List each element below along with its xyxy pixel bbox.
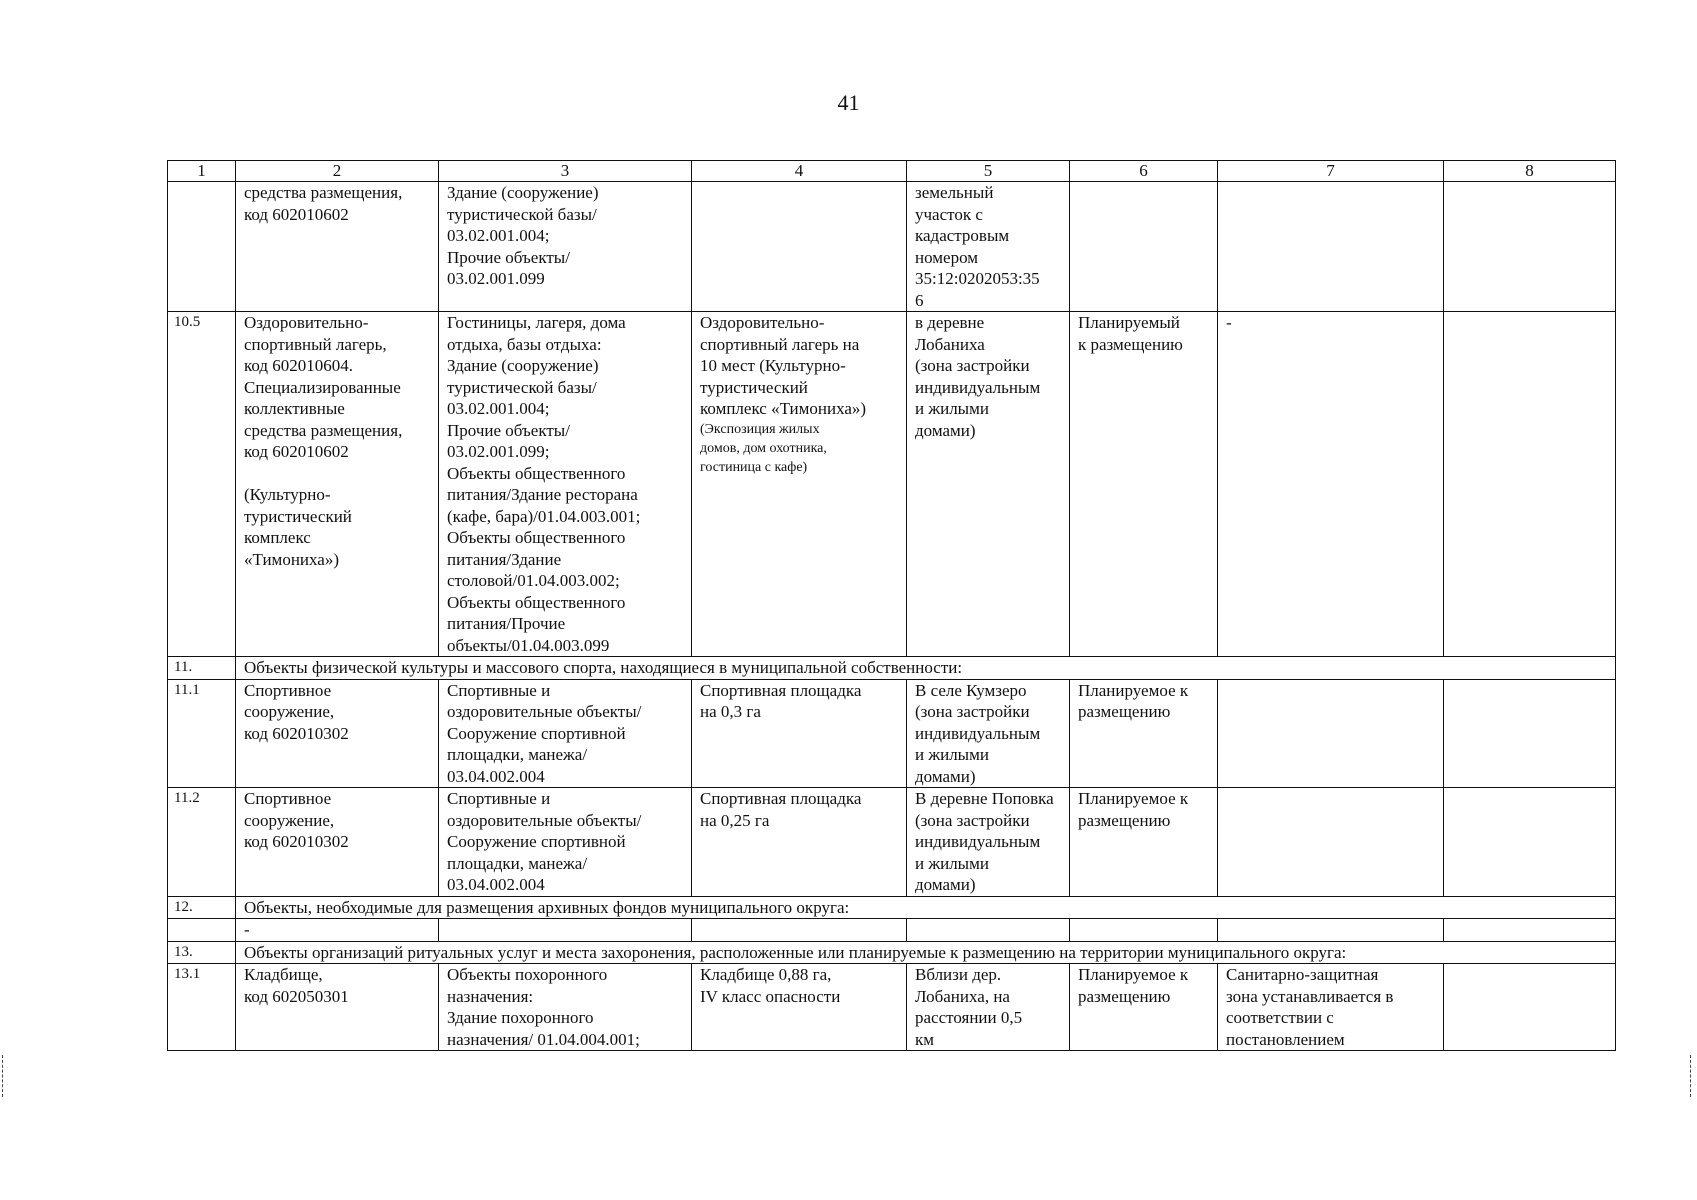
page-number: 41 [837,90,860,115]
section-row-13 [168,941,1616,964]
status-cell [1070,182,1218,312]
row-number-cell [168,182,236,312]
section-row-12 [168,896,1616,919]
section-title-cell: Объекты организаций ритуальных услуг и места захоронения, расположенные или планируемые к размещению на территории муниципального округа: [236,941,1616,964]
notes-cell [1444,919,1616,942]
section-number-cell: 11. [168,657,236,680]
object-class-cell: Объекты похоронного назначения: Здание похоронного назначения/ 01.04.004.001; [439,964,692,1051]
object-type-cell: средства размещения, код 602010602 [236,182,439,312]
object-class-cell: Гостиницы, лагеря, дома отдыха, базы отдыха: Здание (сооружение) туристической базы/ 03.02.001.004; Прочие объекты/ 03.02.001.099; Объекты общественного питания/Здание ресторана (кафе, бара)/01.04.003.001; Объекты общественного питания/Здание столовой/01.04.003.002; Объекты общественного питания/Прочие объекты/01.04.003.099 [439,312,692,657]
object-class-cell: Спортивные и оздоровительные объекты/ Сооружение спортивной площадки, манежа/ 03.04.002.004 [439,679,692,788]
object-class-cell: Здание (сооружение) туристической базы/ 03.02.001.004; Прочие объекты/ 03.02.001.099 [439,182,692,312]
zone-cell [1218,788,1444,897]
object-description-cell: Кладбище 0,88 га, IV класс опасности [692,964,907,1051]
notes-cell [1444,964,1616,1051]
section-title-cell: Объекты физической культуры и массового спорта, находящиеся в муниципальной собственности: [236,657,1616,680]
row-number-cell: 11.2 [168,788,236,897]
object-type-cell: Оздоровительно- спортивный лагерь, код 602010604. Специализированные коллективные средства размещения, код 602010602 (Культурно- туристический комплекс «Тимониха») [236,312,439,657]
location-cell: земельный участок с кадастровым номером 35:12:0202053:35 6 [907,182,1070,312]
location-cell: в деревне Лобаниха (зона застройки индивидуальным и жилыми домами) [907,312,1070,657]
status-cell: Планируемое к размещению [1070,964,1218,1051]
object-type-cell: Кладбище, код 602050301 [236,964,439,1051]
object-description-note: (Экспозиция жилых домов, дом охотника, гостиница с кафе) [700,421,827,475]
section-row-11 [168,657,1616,680]
zone-cell [1218,919,1444,942]
right-margin-mark [1690,1055,1695,1097]
column-header: 7 [1218,161,1444,182]
location-cell: В селе Кумзеро (зона застройки индивидуальным и жилыми домами) [907,679,1070,788]
table-row-continuation [168,182,1616,312]
table-row-11-2 [168,788,1616,897]
table-row-10-5 [168,312,1616,657]
status-cell: Планируемое к размещению [1070,679,1218,788]
location-cell: Вблизи дер. Лобаниха, на расстоянии 0,5 км [907,964,1070,1051]
object-description-cell: Спортивная площадка на 0,25 га [692,788,907,897]
object-description-main: Оздоровительно- спортивный лагерь на 10 мест (Культурно- туристический комплекс «Тимониха») [700,313,867,418]
table-header-row [168,161,1616,182]
status-cell [1070,919,1218,942]
objects-table [167,160,1616,1051]
column-header: 4 [692,161,907,182]
location-cell [907,919,1070,942]
object-description-cell: Спортивная площадка на 0,3 га [692,679,907,788]
object-type-cell: - [236,919,439,942]
status-cell: Планируемое к размещению [1070,788,1218,897]
section-number-cell: 12. [168,896,236,919]
notes-cell [1444,312,1616,657]
object-description-cell [692,312,907,657]
column-header: 2 [236,161,439,182]
table-row-empty [168,919,1616,942]
object-description-cell [692,182,907,312]
object-type-cell: Спортивное сооружение, код 602010302 [236,679,439,788]
zone-cell: - [1218,312,1444,657]
zone-cell [1218,679,1444,788]
column-header: 8 [1444,161,1616,182]
notes-cell [1444,788,1616,897]
table-row-13-1 [168,964,1616,1051]
column-header: 6 [1070,161,1218,182]
location-cell: В деревне Поповка (зона застройки индивидуальным и жилыми домами) [907,788,1070,897]
notes-cell [1444,679,1616,788]
section-title-cell: Объекты, необходимые для размещения архивных фондов муниципального округа: [236,896,1616,919]
column-header: 3 [439,161,692,182]
notes-cell [1444,182,1616,312]
zone-cell: Санитарно-защитная зона устанавливается в соответствии с постановлением [1218,964,1444,1051]
status-cell: Планируемый к размещению [1070,312,1218,657]
zone-cell [1218,182,1444,312]
object-class-cell: Спортивные и оздоровительные объекты/ Сооружение спортивной площадки, манежа/ 03.04.002.004 [439,788,692,897]
row-number-cell [168,919,236,942]
column-header: 1 [168,161,236,182]
section-number-cell: 13. [168,941,236,964]
left-margin-mark [2,1055,7,1097]
object-class-cell [439,919,692,942]
row-number-cell: 11.1 [168,679,236,788]
row-number-cell: 10.5 [168,312,236,657]
table-row-11-1 [168,679,1616,788]
object-description-cell [692,919,907,942]
object-type-cell: Спортивное сооружение, код 602010302 [236,788,439,897]
column-header: 5 [907,161,1070,182]
row-number-cell: 13.1 [168,964,236,1051]
